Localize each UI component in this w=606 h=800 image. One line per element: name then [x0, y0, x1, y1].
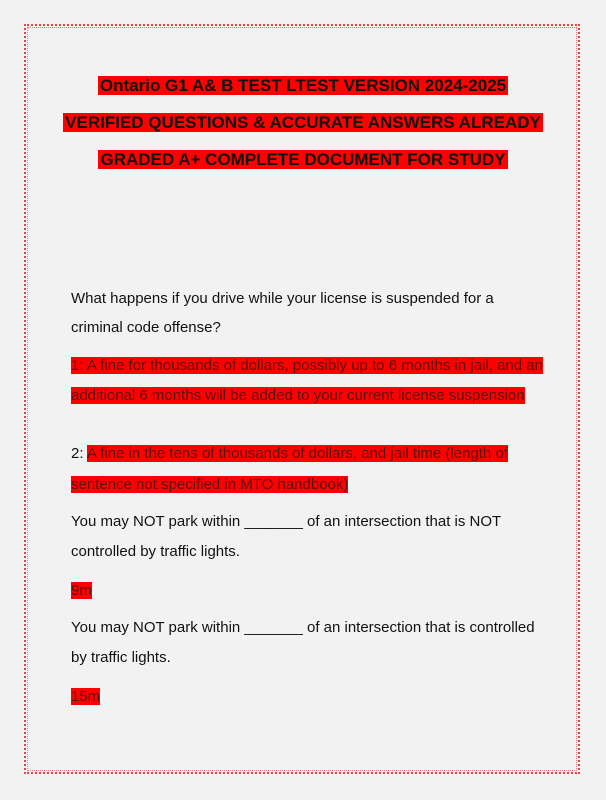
question-3-answer-text: 15m — [71, 688, 101, 705]
answer-2-line-2 — [71, 474, 348, 496]
answer-1-line-1 — [71, 355, 543, 377]
title-line-2 — [0, 111, 606, 135]
question-2-answer — [71, 580, 92, 602]
title-line-2-text: VERIFIED QUESTIONS & ACCURATE ANSWERS ALREADY — [65, 113, 541, 132]
title-line-1-text: Ontario G1 A& B TEST LTEST VERSION 2024-2025 — [99, 76, 507, 95]
answer-1-line-2-text: additional 6 months will be added to your current license suspension — [71, 387, 525, 404]
title-line-3 — [0, 148, 606, 172]
title-line-1 — [0, 74, 606, 98]
question-3-line-2: by traffic lights. — [71, 649, 171, 666]
answer-2-line-2-text: sentence not specified in MTO handbook) — [71, 476, 349, 493]
question-1-line-1: What happens if you drive while your license is suspended for a — [71, 290, 494, 307]
answer-2-line-1 — [71, 443, 508, 465]
answer-1-line-2 — [71, 385, 525, 407]
question-2-line-2: controlled by traffic lights. — [71, 543, 240, 560]
question-2-line-1: You may NOT park within _______ of an intersection that is NOT — [71, 513, 502, 530]
answer-2-prefix: 2: — [71, 445, 87, 462]
question-2-answer-text: 9m — [71, 582, 92, 599]
question-1-line-2: criminal code offense? — [71, 319, 221, 336]
answer-1-line-1-text: 1: A fine for thousands of dollars, possibly up to 6 months in jail, and an — [71, 357, 543, 374]
question-3-answer — [71, 686, 100, 708]
question-3-line-1: You may NOT park within _______ of an intersection that is controlled — [71, 619, 535, 636]
answer-2-line-1-text: A fine in the tens of thousands of dollars, and jail time (length of — [86, 445, 508, 462]
title-line-3-text: GRADED A+ COMPLETE DOCUMENT FOR STUDY — [100, 150, 506, 169]
